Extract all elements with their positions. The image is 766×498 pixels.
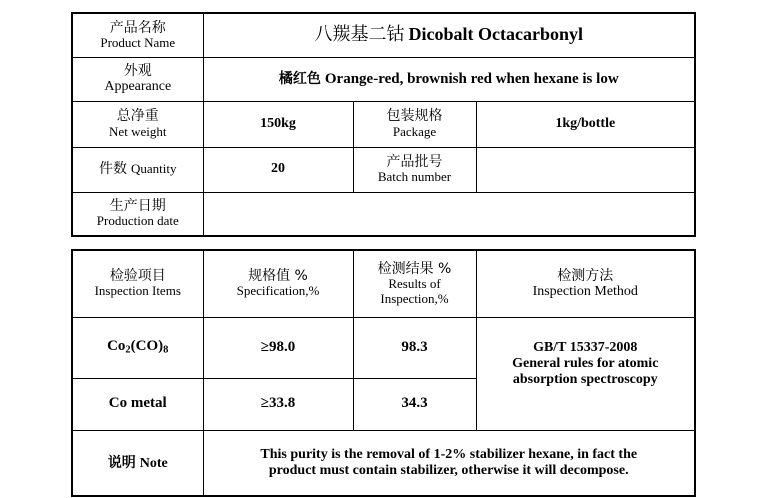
- method-line-1: GB/T 15337-2008: [533, 339, 638, 355]
- header-spec: [203, 250, 353, 317]
- note-line-2: product must contain stabilizer, otherwise it will decompose.: [268, 462, 629, 478]
- production-date-label: [72, 192, 203, 236]
- quantity-label: [72, 147, 203, 192]
- row-1-spec: ≥98.0: [203, 317, 353, 378]
- header-item: [72, 250, 203, 317]
- net-weight-label-zh: 总净重: [116, 108, 159, 125]
- header-result-en-1: Results of: [388, 275, 441, 291]
- product-name-value: [203, 13, 695, 57]
- header-method-en: Inspection Method: [532, 283, 638, 299]
- product-info-table: [71, 12, 696, 237]
- batch-label-zh: 产品批号: [386, 153, 443, 170]
- appearance-value: [203, 57, 695, 101]
- note-value: [203, 430, 695, 496]
- package-value: 1kg/bottle: [476, 101, 695, 147]
- package-label-zh: 包装规格: [386, 108, 443, 125]
- appearance-value-en: Orange-red, brownish red when hexane is low: [324, 70, 619, 87]
- header-result: [353, 250, 476, 317]
- header-spec-en: Specification,%: [236, 283, 320, 299]
- row-1-item-text: Co2(CO)8: [107, 338, 169, 356]
- note-label-zh: 说明: [107, 454, 136, 471]
- header-result-zh: 检测结果 %: [377, 260, 452, 277]
- row-2-spec: ≥33.8: [203, 378, 353, 430]
- row-1-result: 98.3: [353, 317, 476, 378]
- production-date-value: [203, 192, 695, 236]
- appearance-label-zh: 外观: [123, 62, 152, 79]
- method-line-2: General rules for atomic: [512, 355, 659, 371]
- row-1-item: [72, 317, 203, 378]
- note-label-en: Note: [139, 455, 168, 471]
- batch-value: [476, 147, 695, 192]
- quantity-label-en: Quantity: [131, 161, 177, 177]
- net-weight-label: [72, 101, 203, 147]
- appearance-label-en: Appearance: [104, 79, 172, 94]
- package-label-en: Package: [392, 123, 437, 139]
- batch-label: [353, 147, 476, 192]
- note-label: [72, 430, 203, 496]
- row-2-result: 34.3: [353, 378, 476, 430]
- header-method: [476, 250, 695, 317]
- method-cell: [476, 317, 695, 430]
- production-date-label-en: Production date: [96, 213, 179, 229]
- header-method-zh: 检测方法: [557, 267, 614, 284]
- product-name-label-zh: 产品名称: [109, 19, 166, 36]
- header-spec-zh: 规格值 %: [248, 268, 308, 285]
- appearance-value-zh: 橘红色: [278, 70, 321, 87]
- inspection-table: [71, 249, 696, 497]
- product-name-value-en: Dicobalt Octacarbonyl: [408, 24, 583, 45]
- header-item-en: Inspection Items: [94, 283, 181, 299]
- quantity-label-zh: 件数: [99, 161, 127, 178]
- header-item-zh: 检验项目: [109, 268, 166, 285]
- product-name-value-zh: 八羰基二钴: [314, 24, 405, 46]
- net-weight-value: 150kg: [203, 101, 353, 147]
- appearance-label: [72, 57, 203, 101]
- quantity-value: 20: [203, 147, 353, 192]
- header-result-en-2: Inspection,%: [380, 290, 449, 306]
- product-name-label: [72, 13, 203, 57]
- method-line-3: absorption spectroscopy: [512, 371, 658, 387]
- net-weight-label-en: Net weight: [109, 123, 167, 139]
- batch-label-en: Batch number: [377, 169, 452, 185]
- product-name-label-en: Product Name: [100, 34, 176, 50]
- production-date-label-zh: 生产日期: [109, 198, 166, 215]
- package-label: [353, 101, 476, 147]
- note-line-1: This purity is the removal of 1-2% stabilizer hexane, in fact the: [260, 446, 638, 462]
- row-2-item: Co metal: [72, 378, 203, 430]
